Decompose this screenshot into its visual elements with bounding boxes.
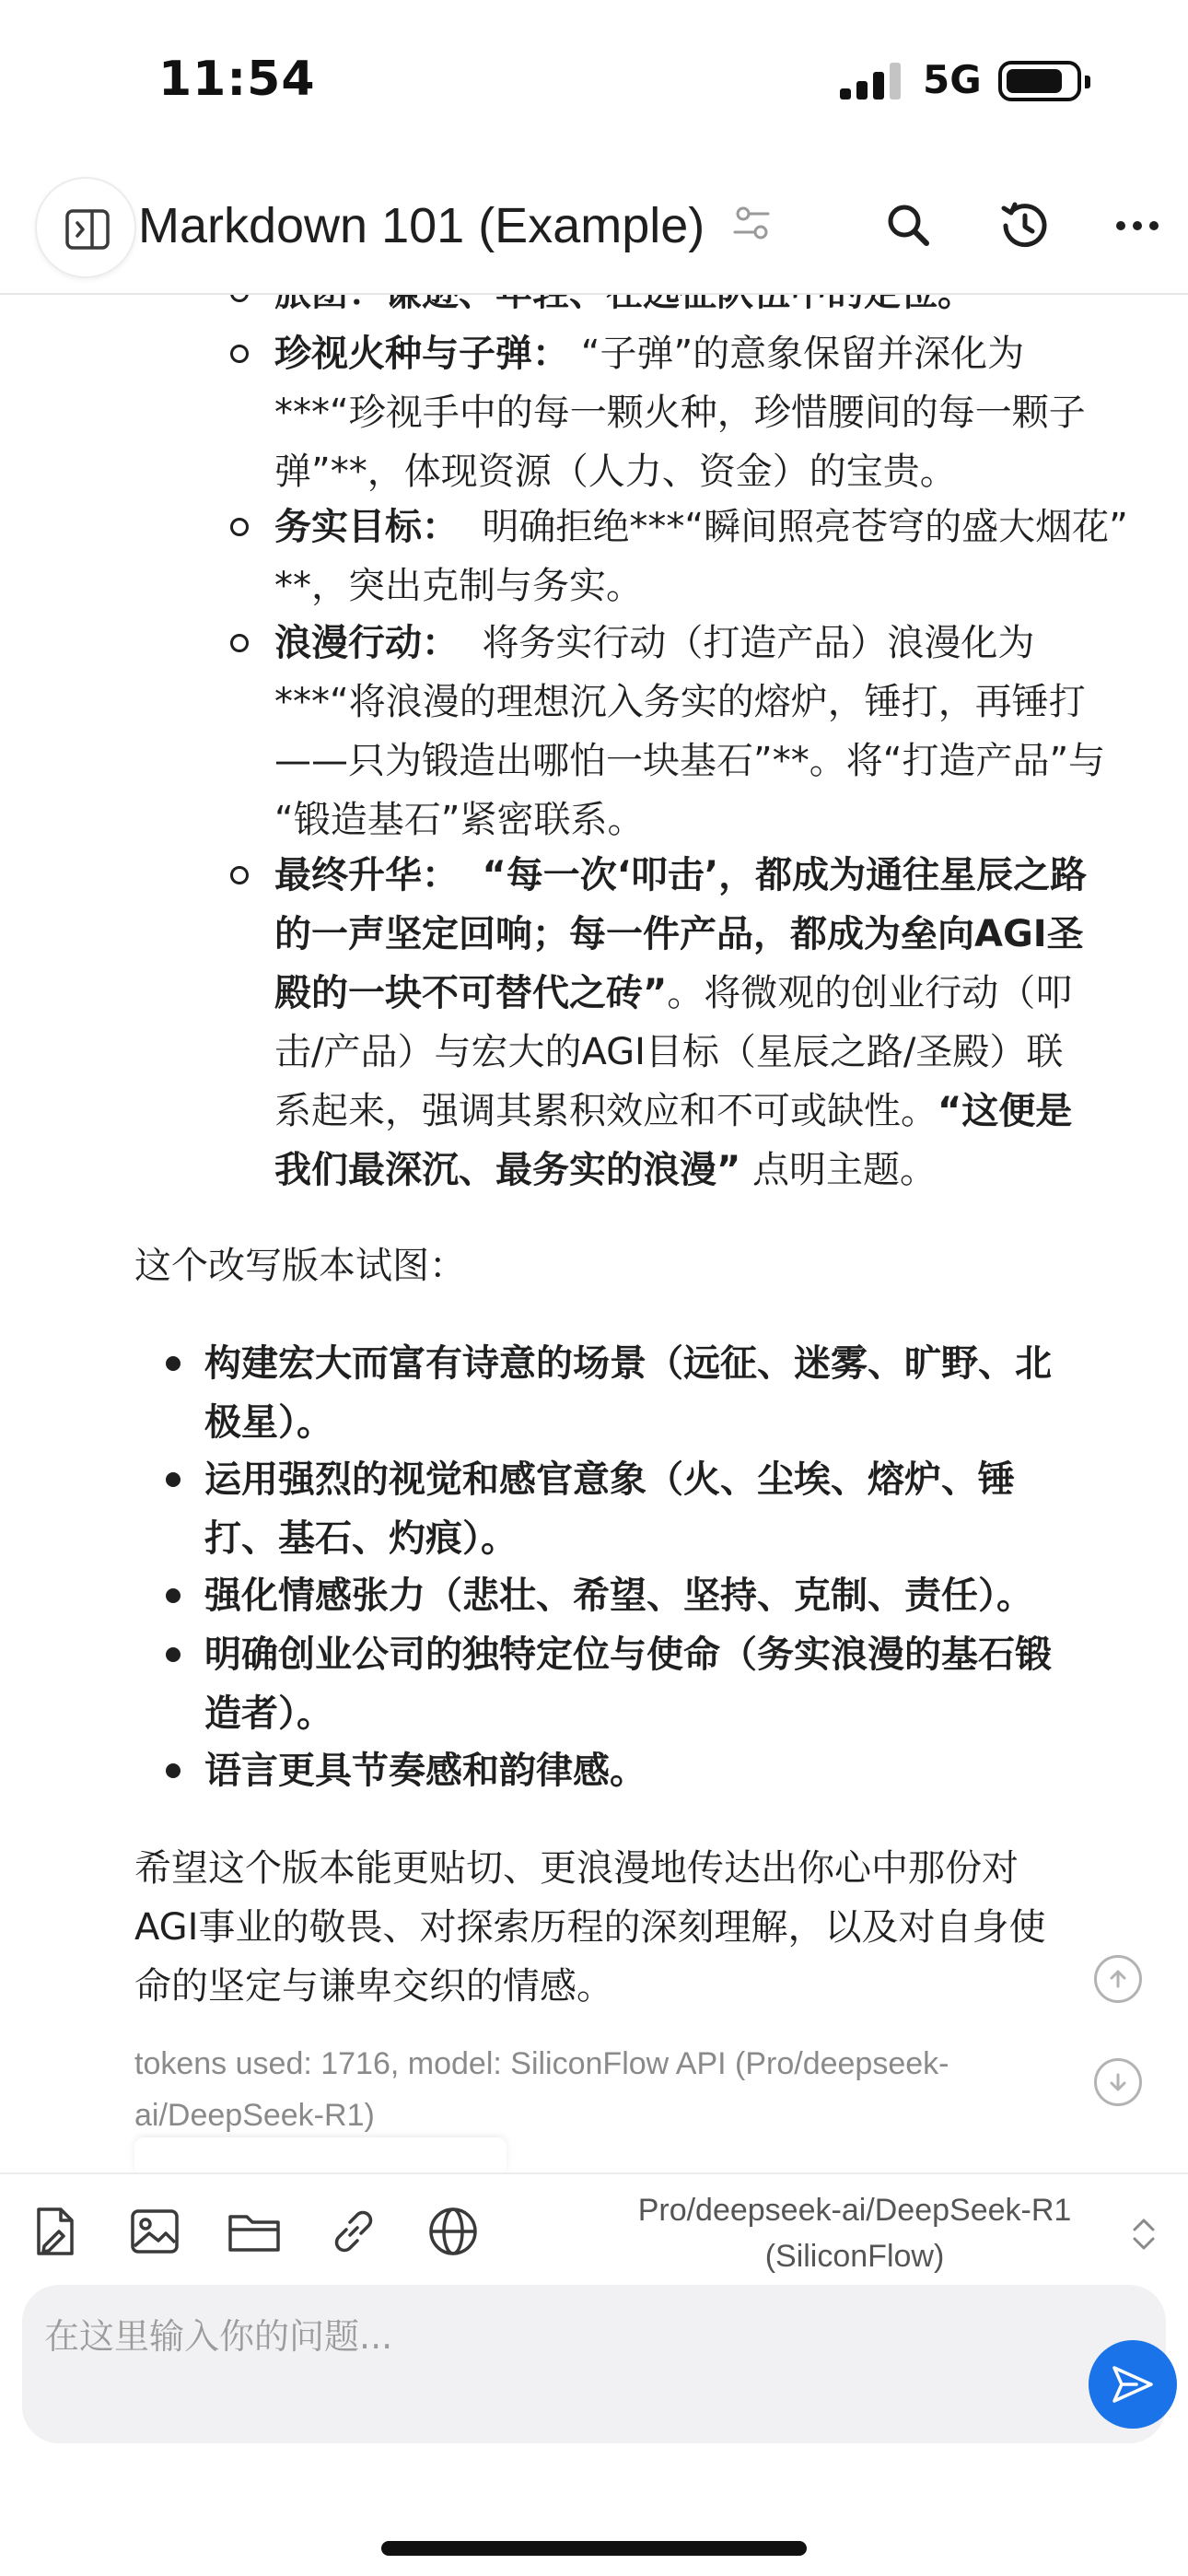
model-selector[interactable]: Pro/deepseek-ai/DeepSeek-R1 (SiliconFlow) (637, 2193, 1072, 2274)
file-edit-icon[interactable] (26, 2202, 85, 2261)
status-time: 11:54 (158, 52, 316, 107)
list-item: 运用强烈的视觉和感官意象（火、尘埃、熔炉、锤 打、基石、灼痕）。 (204, 1450, 1125, 1568)
input-toolbar (0, 2172, 1188, 2283)
arrow-down-icon (1107, 2071, 1129, 2093)
globe-icon[interactable] (424, 2202, 483, 2261)
battery-icon (998, 61, 1081, 101)
sidebar-toggle-button[interactable] (35, 177, 136, 278)
sidebar-panel-icon (64, 206, 111, 252)
message-composer (22, 2285, 1166, 2443)
list-item: 最终升华： “每一次‘叩击’，都成为通往星辰之路 的一声坚定回响；每一件产品，都成为垒向AGI圣 殿的一块不可替代之砖”。将微观的创业行动（叩 击/产品）与宏大的AGI目标（星辰之路/圣殿）联 系起来，强调其累积效应和不可或缺性。“这便是 我们最深沉、最务实的浪漫” 点明主题。 (274, 846, 1131, 1200)
list-item: 明确创业公司的独特定位与使命（务实浪漫的基石锻 造者）。 (204, 1625, 1125, 1743)
arrow-up-icon (1107, 1968, 1129, 1990)
network-label: 5G (923, 57, 982, 102)
list-item: 构建宏大而富有诗意的场景（远征、迷雾、旷野、北 极星）。 (204, 1334, 1125, 1452)
send-icon (1109, 2362, 1157, 2406)
list-item: 珍视火种与子弹： “子弹”的意象保留并深化为 ***“珍视手中的每一颗火种，珍惜腰间的每一颗子 弹”**，体现资源（人力、资金）的宝贵。 (274, 324, 1131, 501)
app-header (0, 166, 1188, 295)
message-input[interactable] (44, 2307, 1011, 2366)
scroll-up-button[interactable] (1094, 1955, 1142, 2003)
list-item: 强化情感张力（悲壮、希望、坚持、克制、责任）。 (204, 1566, 1125, 1625)
image-icon[interactable] (125, 2202, 184, 2261)
list-item: 务实目标： 明确拒绝***“瞬间照亮苍穹的盛大烟花” **，突出克制与务实。 (274, 498, 1131, 615)
history-icon[interactable] (993, 193, 1057, 258)
folder-icon[interactable] (225, 2202, 284, 2261)
list-item: 浪漫行动： 将务实行动（打造产品）浪漫化为 ***“将浪漫的理想沉入务实的熔炉，锤打，再锤打 ——只为锻造出哪怕一块基石”**。将“打造产品”与 “锻造基石”紧密联系。 (274, 614, 1131, 849)
closing-paragraph: 希望这个版本能更贴切、更浪漫地传达出你心中那份对 AGI事业的敬畏、对探索历程的深刻理解，以及对自身使 命的坚定与谦卑交织的情感。 (134, 1847, 1046, 2008)
signal-strength-icon (840, 63, 904, 100)
link-icon[interactable] (324, 2202, 383, 2261)
message-actions-card[interactable] (134, 2137, 507, 2174)
status-bar (0, 0, 1188, 157)
send-button[interactable] (1089, 2340, 1177, 2429)
list-item: 语言更具节奏感和韵律感。 (204, 1741, 1125, 1800)
more-options-icon[interactable] (1105, 193, 1170, 258)
summary-intro: 这个改写版本试图： (134, 1245, 466, 1287)
chevron-up-down-icon[interactable] (1125, 2213, 1162, 2255)
chat-content[interactable] (0, 297, 1188, 2133)
settings-sliders-icon[interactable] (720, 193, 785, 258)
token-usage-info: tokens used: 1716, model: SiliconFlow API (Pro/deepseek- ai/DeepSeek-R1) (134, 2046, 949, 2133)
home-indicator[interactable] (381, 2541, 807, 2556)
scroll-down-button[interactable] (1094, 2058, 1142, 2106)
page-title[interactable]: Markdown 101 (Example) (138, 198, 705, 253)
search-icon[interactable] (877, 193, 941, 258)
